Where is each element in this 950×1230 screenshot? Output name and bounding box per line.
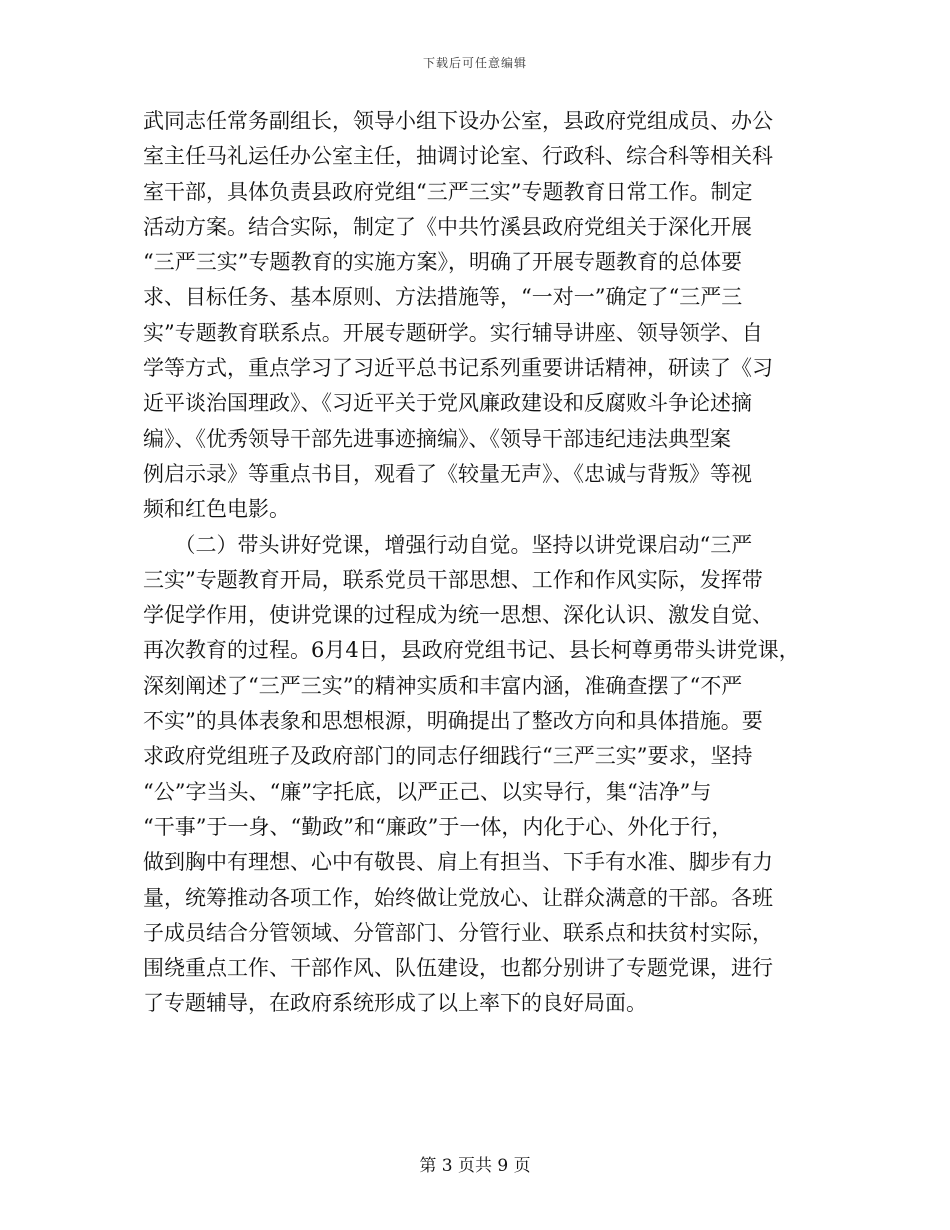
text-line: 近平谈治国理政》、《习近平关于党风廉政建设和反腐败斗争论述摘 [143,391,752,416]
text-line: （二）带头讲好党课，增强行动自觉。坚持以讲党课启动“三严 [143,532,753,557]
text-line: 再次教育的过程。6月4日，县政府党组书记、县长柯尊勇带头讲党课， [143,638,800,663]
text-line: 深刻阐述了“三严三实”的精神实质和丰富内涵，准确查摆了“不严 [143,673,743,698]
text-line: 活动方案。结合实际，制定了《中共竹溪县政府党组关于深化开展 [143,214,752,239]
text-line: “三严三实”专题教育的实施方案》，明确了开展专题教育的总体要 [143,250,742,275]
text-line: 学等方式，重点学习了习近平总书记系列重要讲话精神，研读了《习 [143,356,773,381]
text-line: “公”字当头、“廉”字托底，以严正己、以实导行，集“洁净”与 [143,779,712,804]
text-line: 求、目标任务、基本原则、方法措施等，“一对一”确定了“三严三 [143,285,743,310]
text-line: 求政府党组班子及政府部门的同志仔细践行“三严三实”要求，坚持 [143,744,753,769]
text-line: 了专题辅导，在政府系统形成了以上率下的良好局面。 [143,991,647,1016]
text-line: 三实”专题教育开局，联系党员干部思想、工作和作风实际，发挥带 [143,567,763,592]
text-line: 不实”的具体表象和思想根源，明确提出了整改方向和具体措施。要 [143,709,763,734]
text-line: 室主任马礼运任办公室主任，抽调讨论室、行政科、综合科等相关科 [143,144,773,169]
text-line: 编》、《优秀领导干部先进事迹摘编》、《领导干部违纪违法典型案 [143,426,731,451]
page-number: 第 3 页共 9 页 [419,1156,531,1176]
text-line: 实”专题教育联系点。开展专题研学。实行辅导讲座、领导领学、自 [143,320,763,345]
text-line: 室干部，具体负责县政府党组“三严三实”专题教育日常工作。制定 [143,179,753,204]
text-line: 量，统筹推动各项工作，始终做让党放心、让群众满意的干部。各班 [143,885,773,910]
text-line: 武同志任常务副组长，领导小组下设办公室，县政府党组成员、办公 [143,109,773,133]
page-header: 下载后可任意编辑 [422,56,527,70]
text-line: 子成员结合分管领域、分管部门、分管行业、联系点和扶贫村实际， [143,920,773,945]
text-line: 例启示录》等重点书目，观看了《较量无声》、《忠诚与背叛》等视 [143,461,752,486]
text-line: 做到胸中有理想、心中有敬畏、肩上有担当、下手有水准、脚步有力 [143,850,773,875]
text-line: 围绕重点工作、干部作风、队伍建设，也都分别讲了专题党课，进行 [143,956,773,981]
text-line: 学促学作用，使讲党课的过程成为统一思想、深化认识、激发自觉、 [143,603,773,628]
text-line: “干事”于一身、“勤政”和“廉政”于一体，内化于心、外化于行， [143,814,733,839]
document-body [143,104,819,1022]
text-line: 频和红色电影。 [143,497,290,522]
